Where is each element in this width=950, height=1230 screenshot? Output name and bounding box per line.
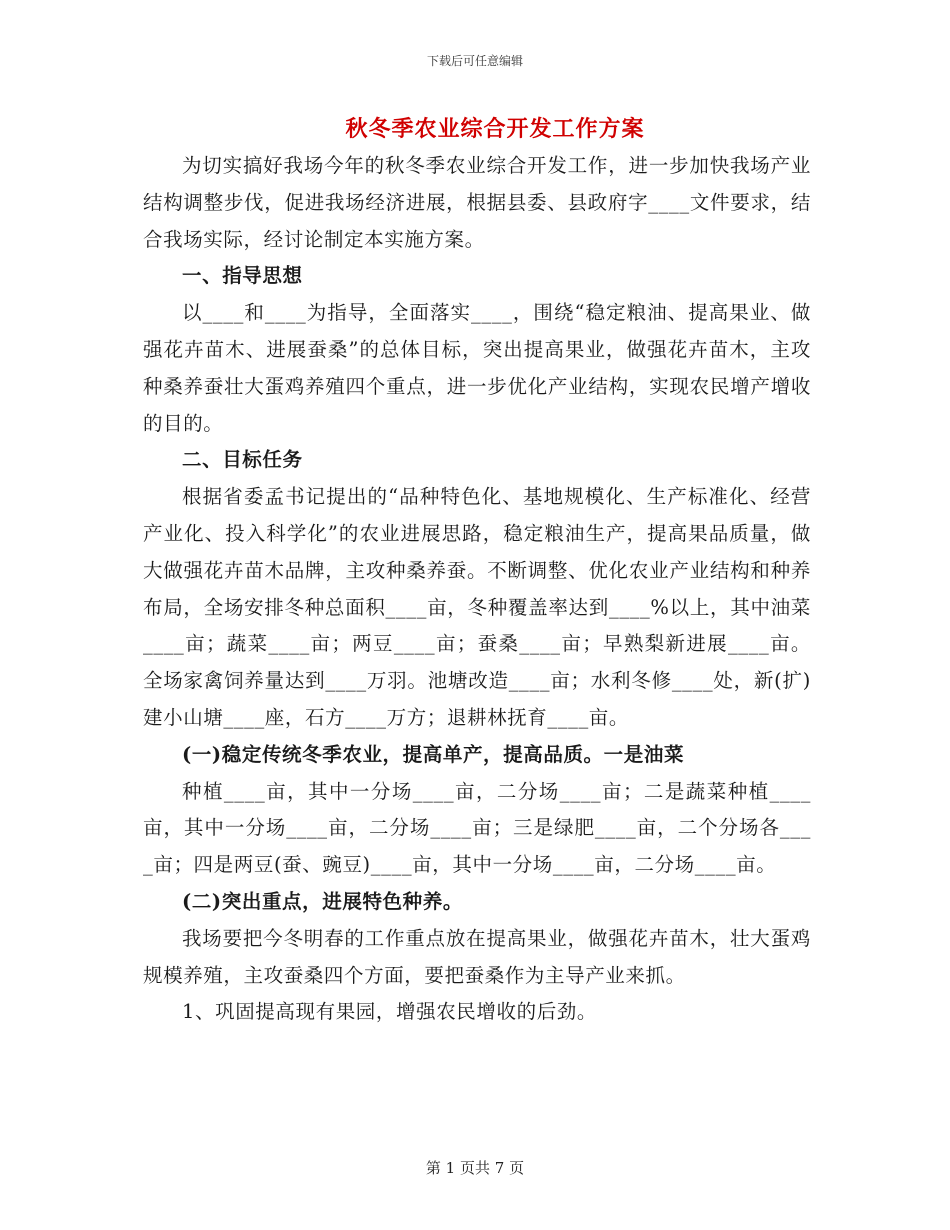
subsection-heading-key-focus: (二)突出重点，进展特色种养。 [182, 889, 463, 913]
section-heading-guiding-thought: 一、指导思想 [182, 264, 303, 288]
section-heading-goals: 二、目标任务 [182, 448, 303, 472]
paragraph-item-1: 1、巩固提高现有果园，增强农民增收的后劲。 [182, 1000, 598, 1024]
paragraph-goals: 根据省委孟书记提出的“品种特色化、基地规模化、生产标准化、经营产业化、投入科学化”的农业进展思路，稳定粮油生产，提高果品质量，做大做强花卉苗木品牌，主攻种桑养蚕。不断调整、优化农业产业结构和种养布局，全场安排冬种总面积____亩，冬种覆盖率达到____%以上，其中油菜____亩；蔬菜____亩；两豆____亩；蚕桑____亩；早熟梨新进展____亩。全场家禽饲养量达到____万羽。池塘改造____亩；水利冬修____处，新(扩)建小山塘____座，石方____万方；退耕林抚育____亩。 [143, 485, 811, 729]
document-title: 秋冬季农业综合开发工作方案 [345, 116, 645, 142]
header-note: 下载后可任意编辑 [426, 54, 523, 68]
paragraph-key-focus: 我场要把今冬明春的工作重点放在提高果业，做强花卉苗木，壮大蛋鸡规模养殖，主攻蚕桑四个方面，要把蚕桑作为主导产业来抓。 [143, 926, 811, 987]
subsection-heading-traditional-agriculture: (一)稳定传统冬季农业，提高单产，提高品质。一是油菜 [182, 742, 685, 766]
paragraph-traditional-agriculture: 种植____亩，其中一分场____亩，二分场____亩；二是蔬菜种植____亩，其中一分场____亩，二分场____亩；三是绿肥____亩，二个分场各____亩；四是两豆(蚕、豌豆)____亩，其中一分场____亩，二分场____亩。 [143, 779, 811, 877]
paragraph-intro: 为切实搞好我场今年的秋冬季农业综合开发工作，进一步加快我场产业结构调整步伐，促进我场经济进展，根据县委、县政府字____文件要求，结合我场实际，经讨论制定本实施方案。 [143, 154, 811, 251]
document-body [143, 148, 811, 1031]
paragraph-guiding-thought: 以____和____为指导，全面落实____，围绕“稳定粮油、提高果业、做强花卉苗木、进展蚕桑”的总体目标，突出提高果业，做强花卉苗木，主攻种桑养蚕壮大蛋鸡养殖四个重点，进一步优化产业结构，实现农民增产增收的目的。 [143, 301, 811, 435]
page-number: 第 1 页共 7 页 [425, 1159, 525, 1177]
